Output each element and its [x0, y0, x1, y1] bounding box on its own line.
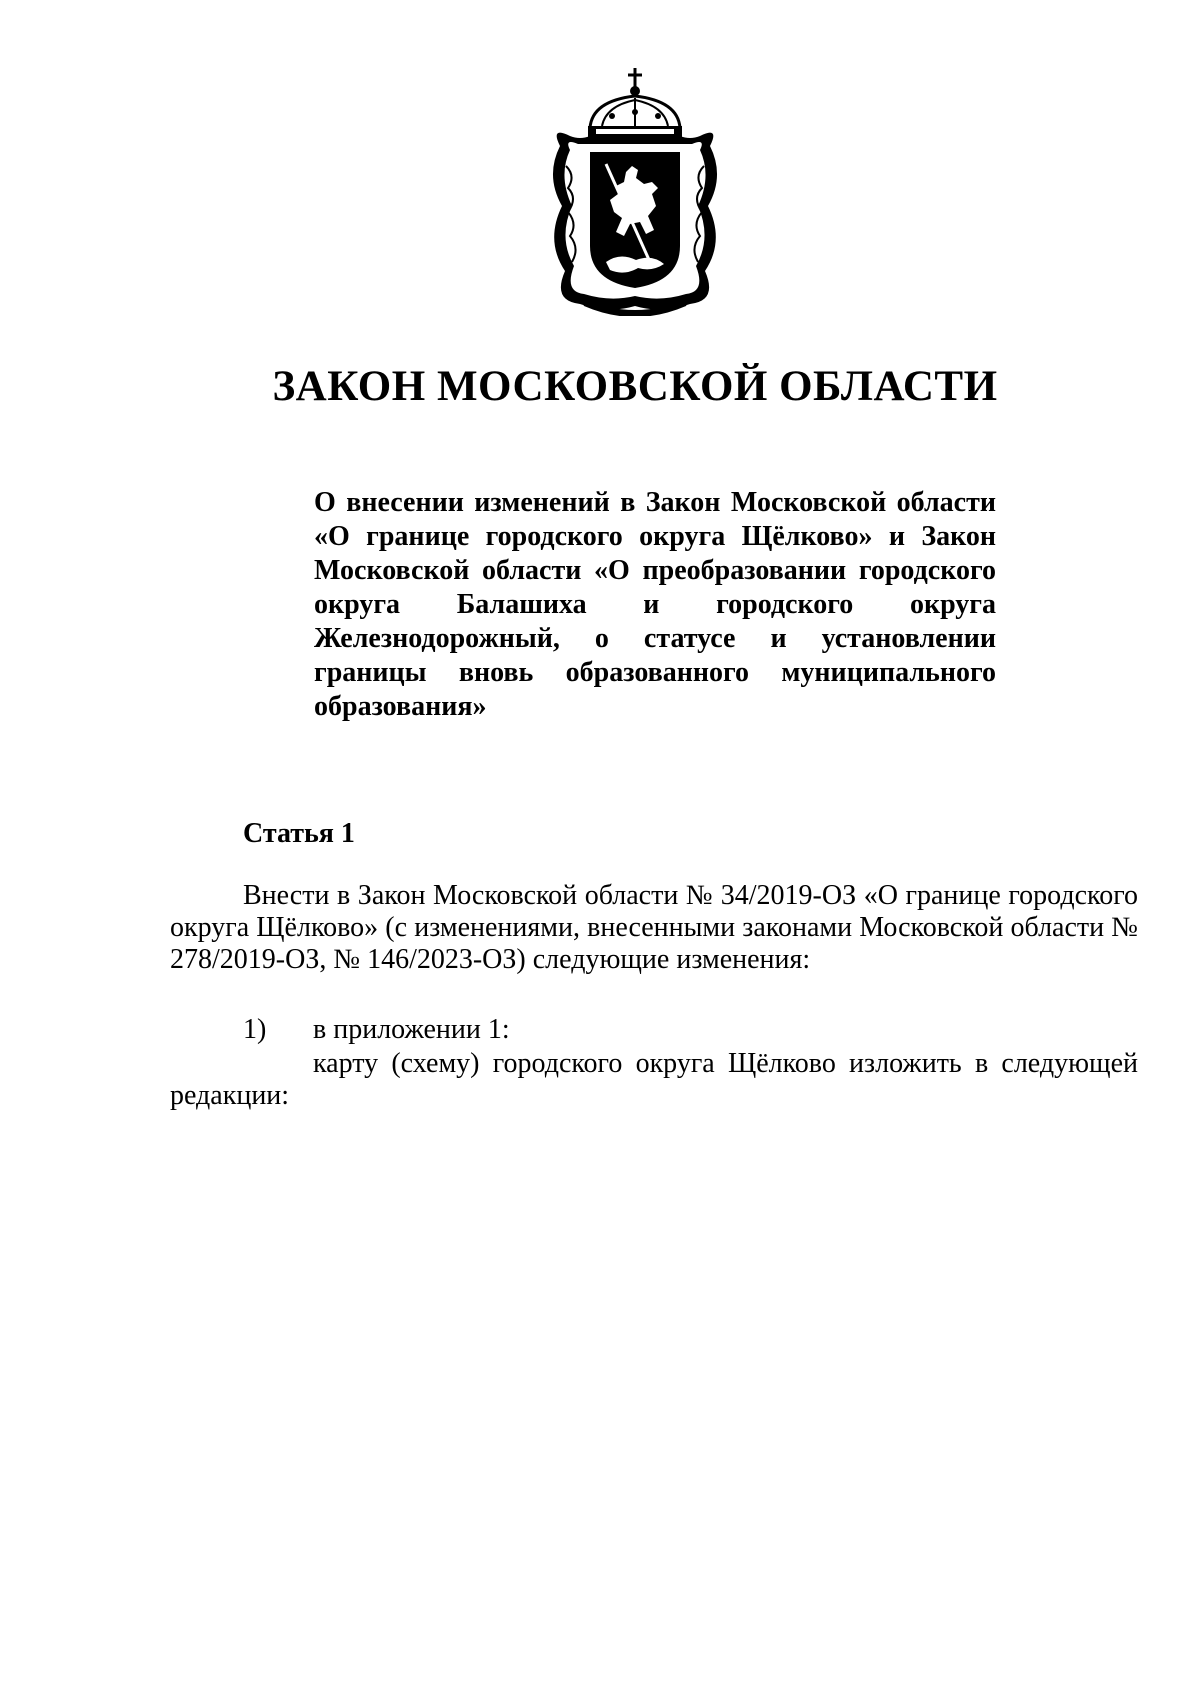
list-item-text: в приложении 1:	[313, 1014, 510, 1045]
document-title: ЗАКОН МОСКОВСКОЙ ОБЛАСТИ	[272, 363, 998, 410]
list-item-number: 1)	[243, 1014, 267, 1045]
list-item-body-paragraph: карту (схему) городского округа Щёлково изложить в следующей редакции:	[170, 1048, 1138, 1111]
article-intro-paragraph: Внести в Закон Московской области № 34/2019-ОЗ «О границе городского округа Щёлково» (с изменениями, внесенными законами Московской области № 278/2019-ОЗ, № 146/2023-ОЗ) следующие изменения:	[170, 880, 1138, 975]
article-heading: Статья 1	[243, 818, 355, 849]
list-item	[243, 1014, 510, 1046]
law-subject: О внесении изменений в Закон Московской области «О границе городского округа Щёлково» и Закон Московской области «О преобразовании городского округа Балашиха и городского округа Железнодорожный, о статусе и установлении границы вновь образованного муниципального образования»	[314, 487, 996, 722]
coat-of-arms-icon	[540, 66, 730, 316]
